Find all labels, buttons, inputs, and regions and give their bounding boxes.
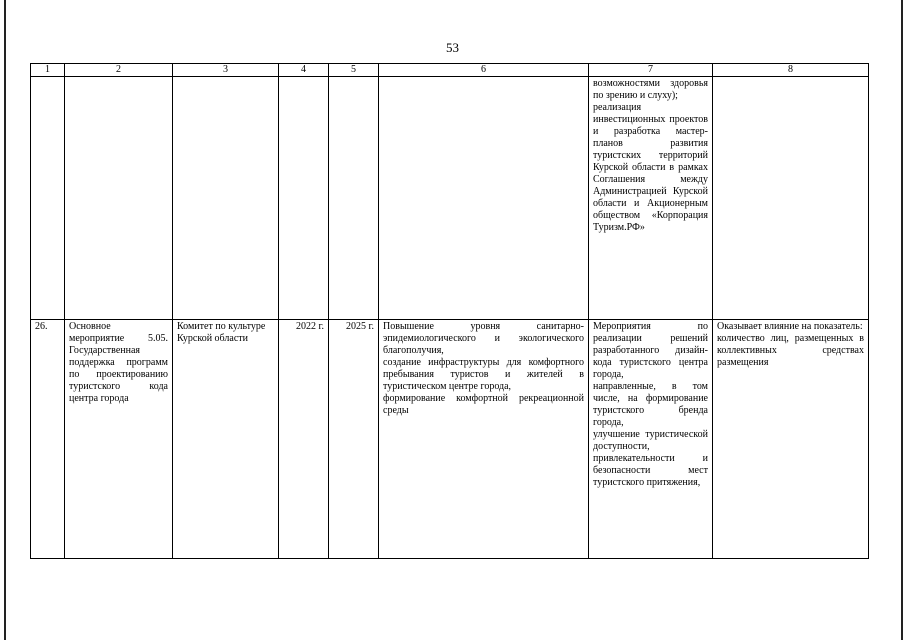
cell-indicator-link: Оказывает влияние на показатель: количество лиц, размещенных в коллективных средствах размещения [713, 320, 869, 559]
column-header: 2 [65, 64, 173, 77]
cell-main-directions: Мероприятия по реализации решений разработанного дизайн-кода туристского центра города, направленные, в том числе, на формирование туристского бренда города, улучшение туристической доступности, привлекательности и безопасности мест туристского притяжения, [589, 320, 713, 559]
cell-measure: Основное мероприятие 5.05. Государственная поддержка программ по проектированию туристского кода центра города [65, 320, 173, 559]
cell-executor [173, 77, 279, 320]
column-header: 8 [713, 64, 869, 77]
column-header: 1 [31, 64, 65, 77]
table-row [31, 77, 869, 320]
scan-edge-left [4, 0, 6, 640]
column-header: 4 [279, 64, 329, 77]
column-header: 7 [589, 64, 713, 77]
cell-executor: Комитет по культуре Курской области [173, 320, 279, 559]
column-header: 6 [379, 64, 589, 77]
table-row [31, 320, 869, 559]
cell-main-directions: возможностями здоровья по зрению и слуху); реализация инвестиционных проектов и разработка мастер-планов развития туристских территорий Курской области в рамках Соглашения между Администрацией Курской области и Акционерным обществом «Корпорация Туризм.РФ» [589, 77, 713, 320]
column-header: 3 [173, 64, 279, 77]
cell-expected-result: Повышение уровня санитарно-эпидемиологического и экологического благополучия, создание инфраструктуры для комфортного пребывания туристов и жителей в туристическом центре города, формирование комфортной рекреационной среды [379, 320, 589, 559]
cell-number: 26. [31, 320, 65, 559]
header-row [31, 64, 869, 77]
scan-edge-right [901, 0, 903, 640]
cell-end-year: 2025 г. [329, 320, 379, 559]
cell-expected-result [379, 77, 589, 320]
cell-start-year: 2022 г. [279, 320, 329, 559]
cell-end-year [329, 77, 379, 320]
program-table [30, 63, 869, 559]
cell-number [31, 77, 65, 320]
cell-start-year [279, 77, 329, 320]
cell-measure [65, 77, 173, 320]
page-number: 53 [446, 40, 459, 55]
cell-indicator-link [713, 77, 869, 320]
column-header: 5 [329, 64, 379, 77]
